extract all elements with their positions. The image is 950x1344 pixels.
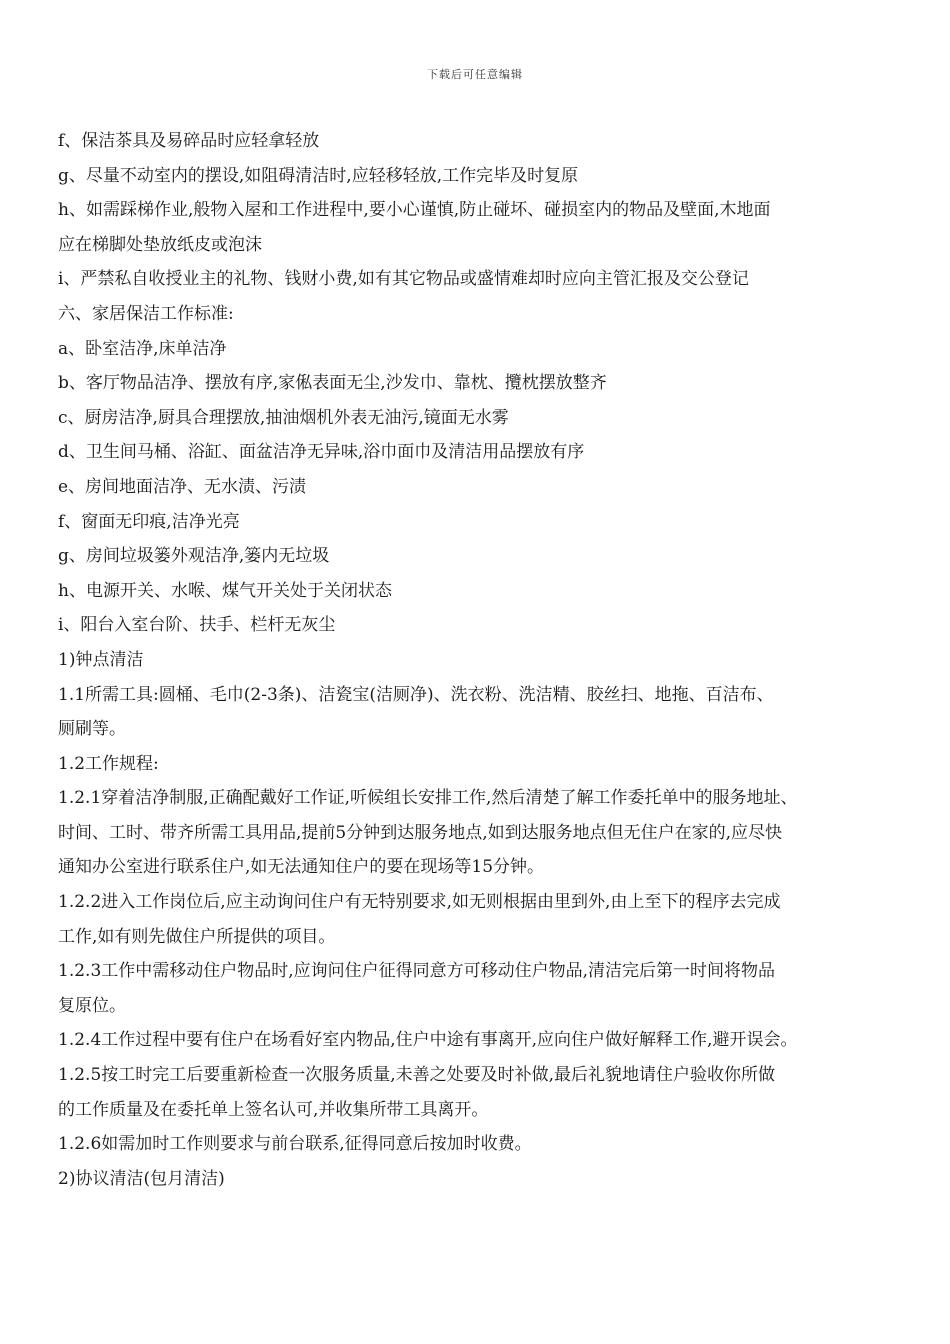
text-line: i、阳台入室台阶、扶手、栏杆无灰尘 [58, 615, 336, 636]
text-line: 1.2.3工作中需移动住户物品时,应询问住户征得同意方可移动住户物品,清洁完后第一时间将物品 [58, 961, 776, 982]
text-line: 复原位。 [58, 995, 126, 1016]
text-line: 厕刷等。 [58, 719, 126, 740]
text-line: g、房间垃圾篓外观洁净,篓内无垃圾 [58, 546, 330, 567]
text-line: 1.2.5按工时完工后要重新检查一次服务质量,未善之处要及时补做,最后礼貌地请住户验收你所做 [58, 1065, 776, 1086]
text-line: 1.1所需工具:圆桶、毛巾(2-3条)、洁瓷宝(洁厕净)、洗衣粉、洗洁精、胶丝扫、地拖、百洁布、 [58, 684, 774, 705]
text-line: c、厨房洁净,厨具合理摆放,抽油烟机外表无油污,镜面无水雾 [58, 407, 509, 428]
text-line: i、严禁私自收授业主的礼物、钱财小费,如有其它物品或盛情难却时应向主管汇报及交公登记 [58, 269, 749, 290]
text-line: 1.2.2进入工作岗位后,应主动询问住户有无特别要求,如无则根据由里到外,由上至下的程序去完成 [58, 892, 781, 913]
text-line: 1.2.6如需加时工作则要求与前台联系,征得同意后按加时收费。 [58, 1134, 532, 1155]
text-line: b、客厅物品洁净、摆放有序,家俬表面无尘,沙发巾、靠枕、攬枕摆放整齐 [58, 373, 607, 394]
text-line: h、电源开关、水喉、煤气开关处于关闭状态 [58, 580, 392, 601]
text-line: f、保洁茶具及易碎品时应轻拿轻放 [58, 131, 320, 151]
text-line: d、卫生间马桶、浴缸、面盆洁净无异味,浴巾面巾及清洁用品摆放有序 [58, 442, 585, 463]
text-line: 通知办公室进行联系住户,如无法通知住户的要在现场等15分钟。 [58, 857, 545, 878]
text-line: 时间、工时、带齐所需工具用品,提前5分钟到达服务地点,如到达服务地点但无住户在家的,应尽快 [58, 822, 783, 843]
section-heading: 六、家居保洁工作标准: [58, 303, 234, 324]
page-header-note: 下载后可任意编辑 [427, 68, 523, 81]
text-line: 的工作质量及在委托单上签名认可,并收集所带工具离开。 [58, 1099, 489, 1120]
text-line: 1.2.1穿着洁净制服,正确配戴好工作证,听候组长安排工作,然后清楚了解工作委托单中的服务地址、 [58, 788, 798, 809]
document-body [58, 124, 908, 1196]
text-line: 1.2.4工作过程中要有住户在场看好室内物品,住户中途有事离开,应向住户做好解释工作,避开误会。 [58, 1030, 798, 1051]
text-line: 工作,如有则先做住户所提供的项目。 [58, 926, 336, 947]
text-line: f、窗面无印痕,洁净光亮 [58, 511, 240, 532]
text-line: h、如需踩梯作业,般物入屋和工作进程中,要小心谨慎,防止碰坏、碰损室内的物品及壁面,木地面 [58, 200, 771, 221]
text-line: 1.2工作规程: [58, 753, 159, 774]
section-heading: 1)钟点清洁 [58, 649, 144, 670]
section-heading: 2)协议清洁(包月清洁) [58, 1168, 225, 1189]
text-line: a、卧室洁净,床单洁净 [58, 338, 227, 359]
text-line: e、房间地面洁净、无水渍、污渍 [58, 476, 307, 497]
text-line: 应在梯脚处垫放纸皮或泡沫 [58, 234, 262, 255]
text-line: g、尽量不动室内的摆设,如阻碍清洁时,应轻移轻放,工作完毕及时复原 [58, 165, 579, 186]
